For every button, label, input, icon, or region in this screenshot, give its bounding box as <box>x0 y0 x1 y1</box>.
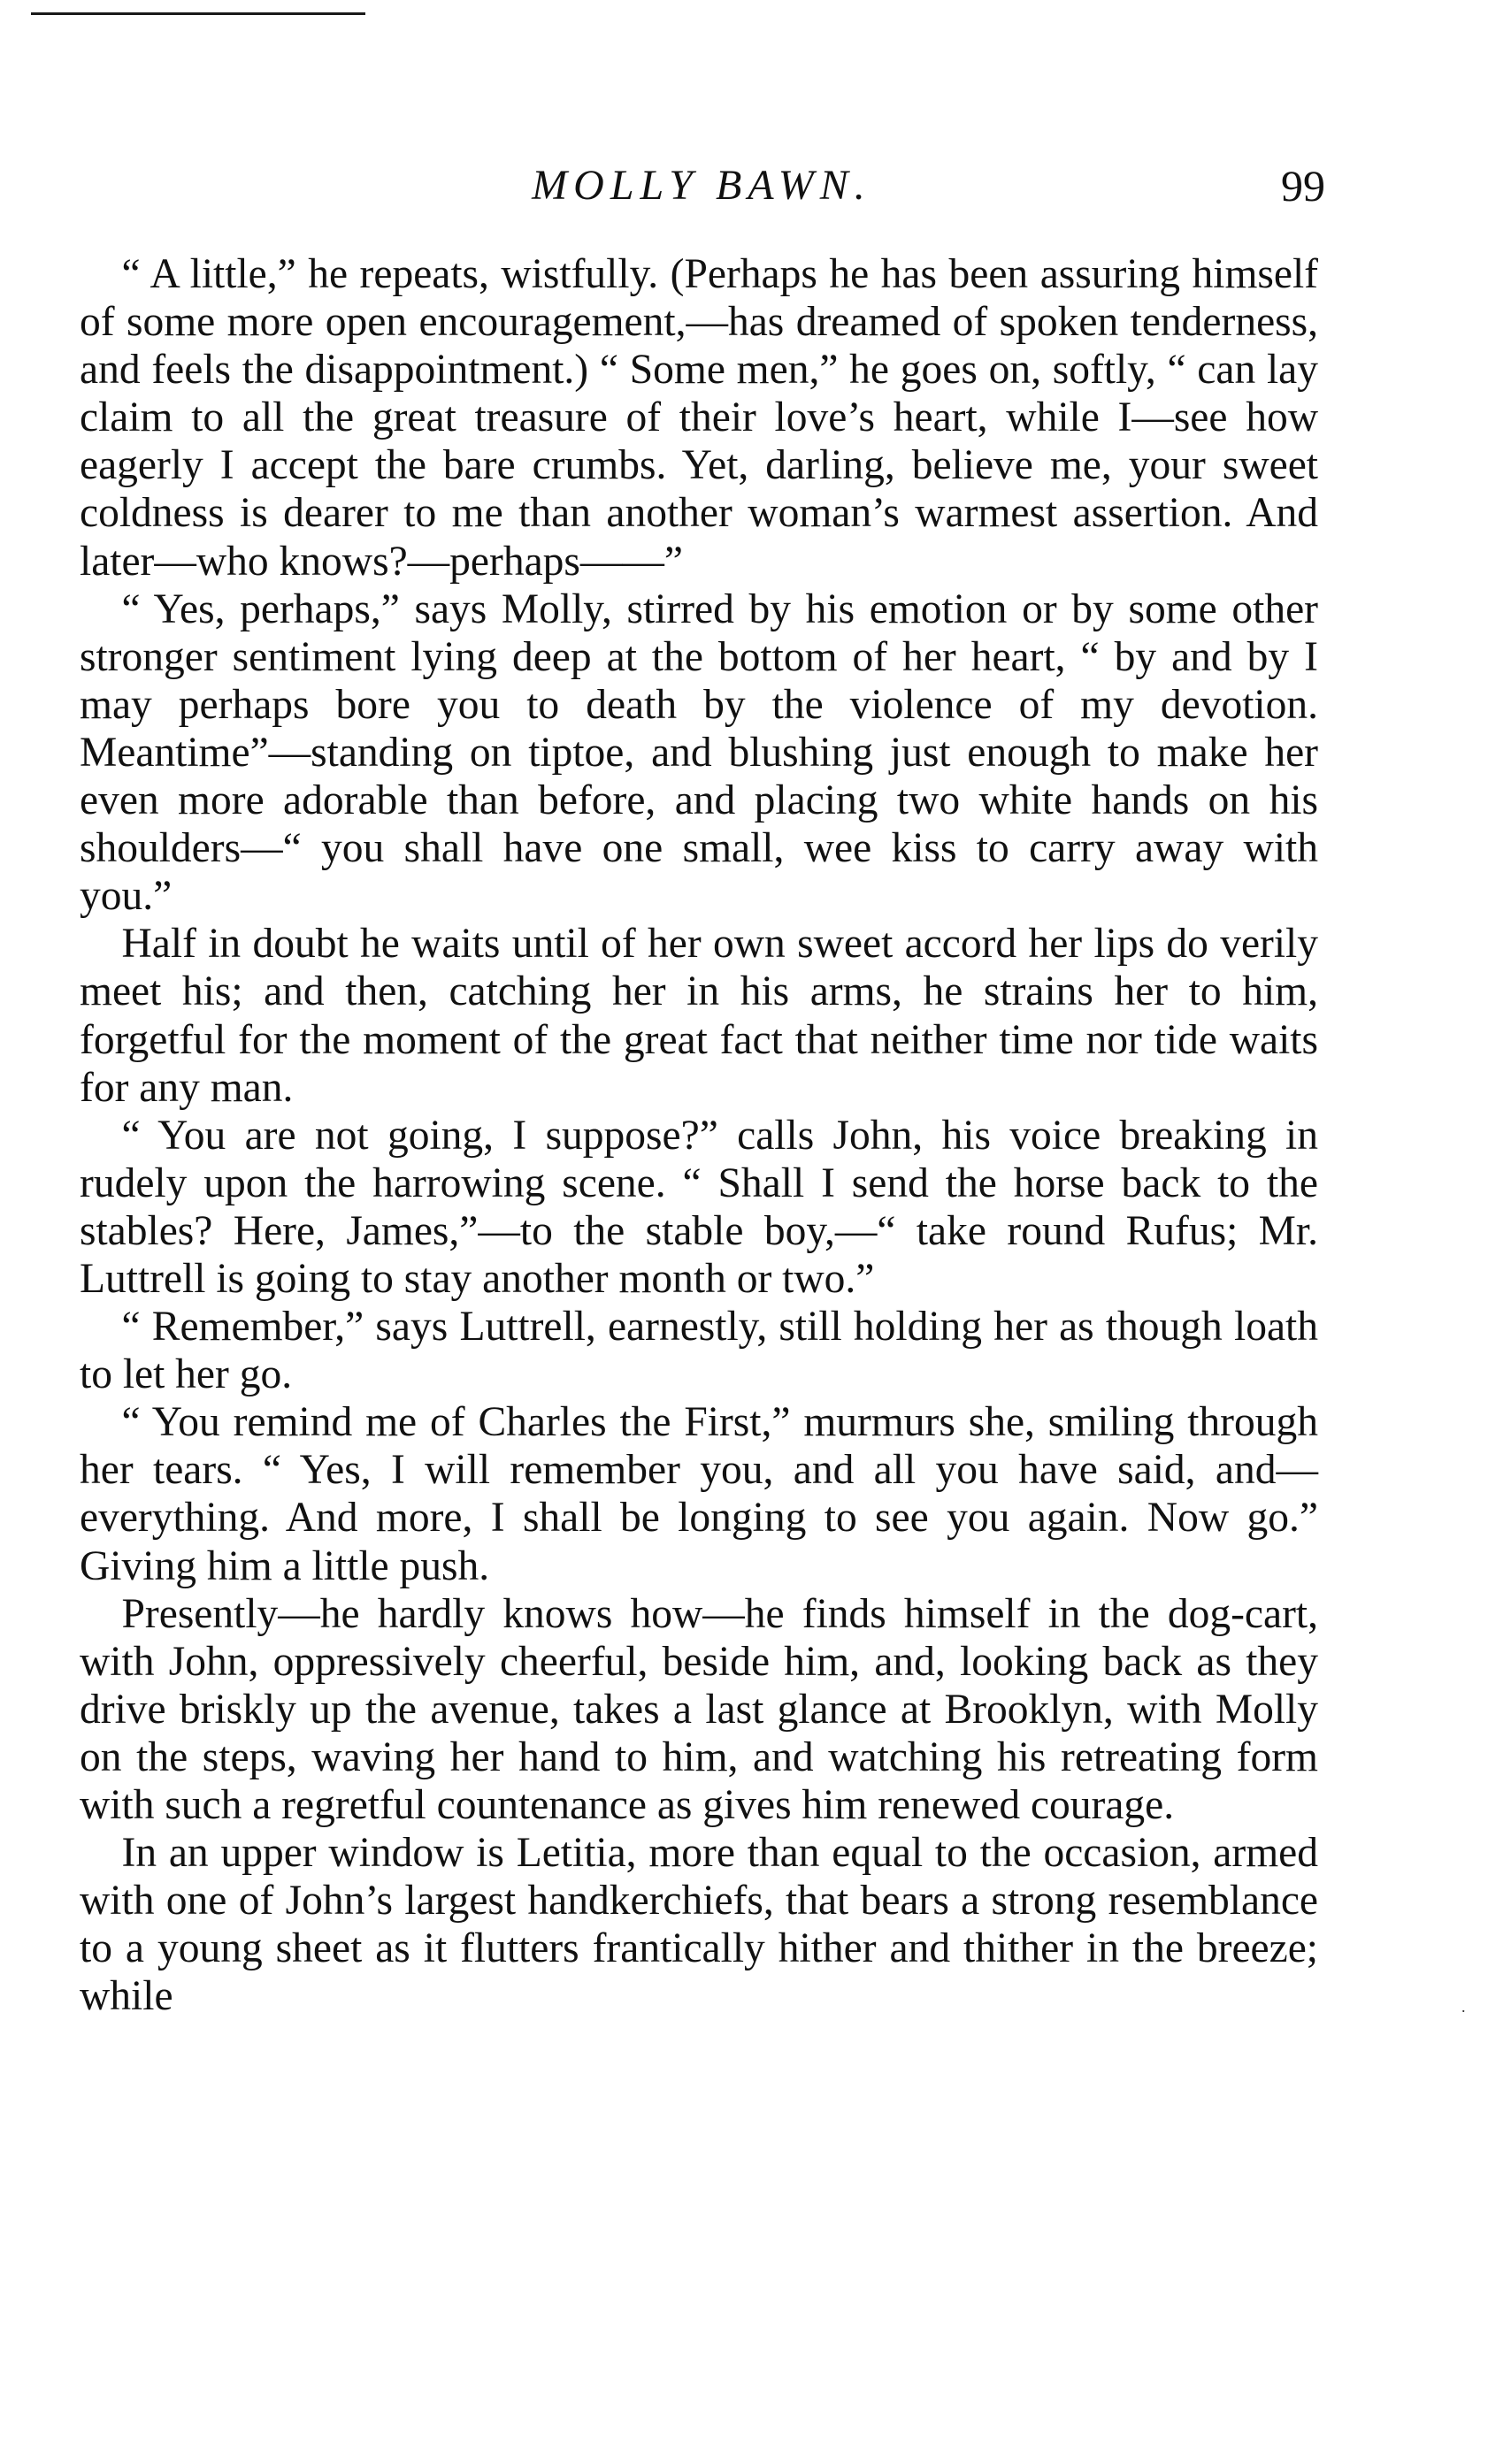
paragraph-8: In an upper window is Letitia, more than equal to the occasion, armed with one of John’s largest handkerchiefs, that bears a strong resemblance to a young sheet as it flutters frantically hither and thither in the breeze; while <box>80 1830 1318 2020</box>
running-head <box>78 159 1325 212</box>
edge-mark: . <box>1461 1998 1466 2016</box>
paragraph-2: “ Yes, perhaps,” says Molly, stirred by his emotion or by some other stronger sentiment lying deep at the bottom of her heart, “ by and by I may perhaps bore you to death by the violence of my devotion. Meantime”—standing on tiptoe, and blushing just enough to make her even more adorable than before, and placing two white hands on his shoulders—“ you shall have one small, wee kiss to carry away with you.” <box>80 585 1318 920</box>
paragraph-4: “ You are not going, I suppose?” calls John, his voice breaking in rudely upon the harrowing scene. “ Shall I send the horse back to the stables? Here, James,”—to the stable boy,—“ take round Rufus; Mr. Luttrell is going to stay another month or two.” <box>80 1112 1318 1302</box>
paragraph-6: “ You remind me of Charles the First,” murmurs she, smiling through her tears. “ Yes, I will remember you, and all you have said, and—everything. And more, I shall be longing to see you again. Now go.” Giving him a little push. <box>80 1399 1318 1589</box>
body-text <box>80 250 1318 2020</box>
page-number: 99 <box>1281 161 1325 210</box>
top-rule <box>31 12 365 15</box>
running-title: MOLLY BAWN. <box>532 162 871 209</box>
paragraph-1: “ A little,” he repeats, wistfully. (Perhaps he has been assuring himself of some more open encouragement,—has dreamed of spoken tenderness, and feels the disappointment.) “ Some men,” he goes on, softly, “ can lay claim to all the great treasure of their love’s heart, while I—see how eagerly I accept the bare crumbs. Yet, darling, believe me, your sweet coldness is dearer to me than another woman’s warmest assertion. And later—who knows?—perhaps——” <box>80 251 1318 585</box>
paragraph-7: Presently—he hardly knows how—he finds himself in the dog-cart, with John, oppressively cheerful, beside him, and, looking back as they drive briskly up the avenue, takes a last glance at Brooklyn, with Molly on the steps, waving her hand to him, and watching his retreating form with such a regretful countenance as gives him renewed courage. <box>80 1590 1318 1828</box>
paragraph-5: “ Remember,” says Luttrell, earnestly, still holding her as though loath to let her go. <box>80 1304 1318 1398</box>
paragraph-3: Half in doubt he waits until of her own sweet accord her lips do verily meet his; and then, catching her in his arms, he strains her to him, forgetful for the moment of the great fact that neither time nor tide waits for any man. <box>80 921 1318 1111</box>
